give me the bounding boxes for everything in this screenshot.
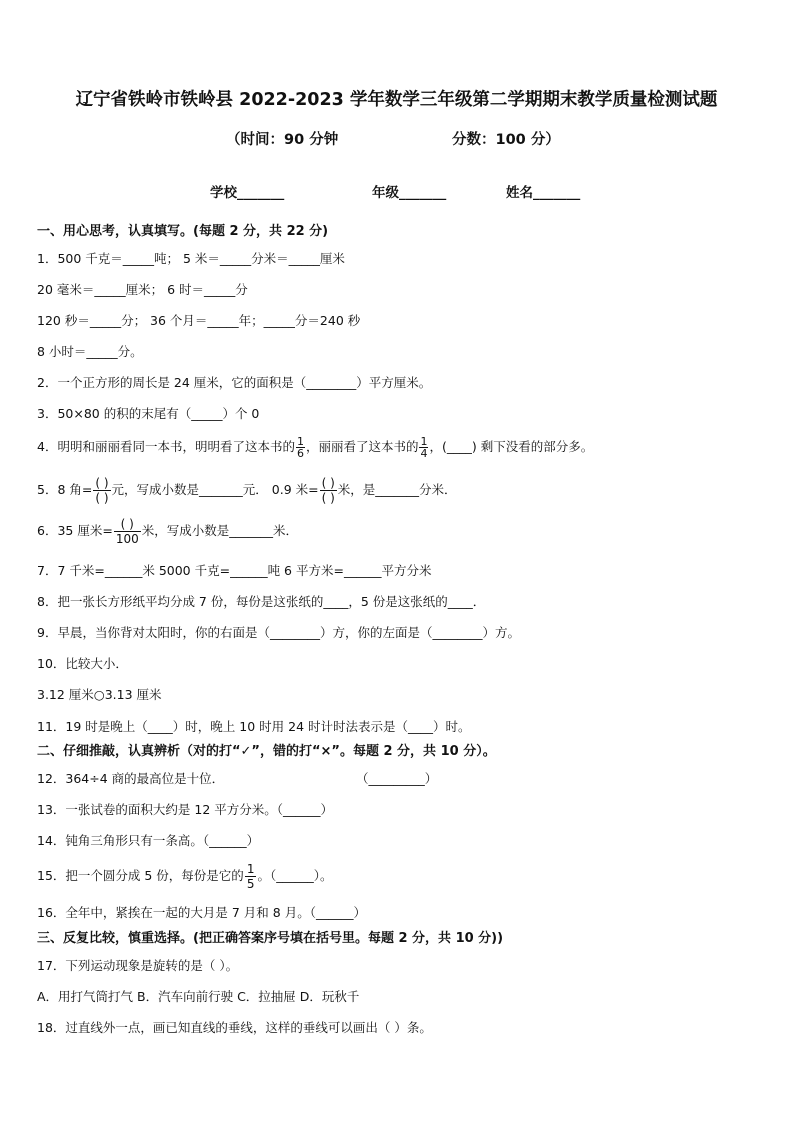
name-field: 姓名_______ (506, 185, 581, 201)
q6-text-a: 6．35 厘米= (37, 523, 113, 538)
question-16: 16．全年中，紧挨在一起的大月是 7 月和 8 月。（______） (37, 905, 366, 920)
q4-frac1-num: 1 (296, 435, 304, 448)
question-12: 12．364÷4 商的最高位是十位． (37, 771, 225, 786)
q15-text-b: 。（______）。 (257, 868, 333, 883)
q4-frac2-den: 4 (420, 447, 428, 460)
q6-frac-den: 100 (115, 532, 139, 546)
exam-score: 分数：100 分） (452, 132, 560, 148)
question-1c: 120 秒＝_____分； 36 个月＝_____年；_____分＝240 秒 (37, 313, 361, 328)
question-3: 3．50×80 的积的末尾有（_____）个 0 (37, 406, 260, 421)
school-field: 学校_______ (210, 185, 285, 201)
q4-fraction-1 (296, 436, 305, 459)
q5-frac1-num: ( ) (95, 476, 109, 490)
question-17: 17．下列运动现象是旋转的是（ ）。 (37, 958, 239, 973)
section-1-heading: 一、用心思考，认真填写。(每题 2 分，共 22 分) (37, 224, 329, 239)
question-4 (37, 436, 593, 459)
q4-frac2-num: 1 (420, 435, 428, 448)
question-6 (37, 518, 298, 545)
question-1d: 8 小时＝_____分。 (37, 344, 143, 359)
q6-fraction (114, 518, 141, 545)
question-10: 10．比较大小． (37, 656, 128, 671)
question-17-options: A．用打气筒打气 B．汽车向前行驶 C．拉抽屉 D．玩秋千 (37, 989, 360, 1004)
q4-text-b: ，丽丽看了这本书的 (305, 439, 419, 454)
q5-fraction-1 (93, 477, 110, 504)
question-15 (37, 863, 332, 890)
question-10-compare: 3.12 厘米○3.13 厘米 (37, 687, 162, 702)
question-13: 13．一张试卷的面积大约是 12 平方分米。（______） (37, 802, 334, 817)
q4-text-a: 4．明明和丽丽看同一本书，明明看了这本书的 (37, 439, 295, 454)
q4-frac1-den: 6 (296, 447, 304, 460)
q6-frac-num: ( ) (114, 518, 141, 532)
question-1a: 1．500 千克＝_____吨； 5 米＝_____分米＝_____厘米 (37, 251, 345, 266)
question-1b: 20 毫米＝_____厘米； 6 时＝_____分 (37, 282, 248, 297)
section-3-heading: 三、反复比较，慎重选择。(把正确答案序号填在括号里。每题 2 分，共 10 分)) (37, 931, 504, 946)
q15-text-a: 15．把一个圆分成 5 份，每份是它的 (37, 868, 244, 883)
q4-text-c: ，(____) 剩下没看的部分多。 (429, 439, 594, 454)
grade-field: 年级_______ (372, 185, 447, 201)
q15-fraction (245, 863, 257, 890)
q5-text-a: 5．8 角= (37, 482, 93, 497)
q5-text-b: 元，写成小数是_______元． 0.9 米= (111, 482, 319, 497)
q5-frac2-num: ( ) (321, 476, 335, 490)
question-2: 2．一个正方形的周长是 24 厘米，它的面积是（________）平方厘米。 (37, 375, 432, 390)
q5-frac2-den: ( ) (321, 491, 335, 505)
question-9: 9．早晨，当你背对太阳时，你的右面是（________）方，你的左面是（________）方。 (37, 625, 520, 640)
question-5 (37, 477, 457, 504)
question-14: 14．钝角三角形只有一条高。（______） (37, 833, 260, 848)
exam-title: 辽宁省铁岭市铁岭县 2022-2023 学年数学三年级第二学期期末教学质量检测试题 (75, 90, 718, 110)
q15-frac-num: 1 (246, 862, 255, 876)
q5-text-c: 米，是_______分米． (337, 482, 457, 497)
q5-frac1-den: ( ) (95, 491, 109, 505)
question-18: 18．过直线外一点，画已知直线的垂线，这样的垂线可以画出（ ）条。 (37, 1020, 432, 1035)
q15-frac-den: 5 (246, 877, 255, 891)
question-7: 7．7 千米=______米 5000 千克=______吨 6 平方米=______平方分米 (37, 563, 432, 578)
question-8: 8．把一张长方形纸平均分成 7 份，每份是这张纸的____，5 份是这张纸的____． (37, 594, 486, 609)
q6-text-b: 米，写成小数是_______米． (141, 523, 298, 538)
question-11: 11．19 时是晚上（____）时，晚上 10 时用 24 时计时法表示是（____）时。 (37, 719, 471, 734)
q4-fraction-2 (419, 436, 428, 459)
q5-fraction-2 (320, 477, 337, 504)
question-12-answer: （_________） (356, 771, 438, 786)
exam-time: （时间：90 分钟 (226, 132, 339, 148)
section-2-heading: 二、仔细推敲，认真辨析（对的打“✓”，错的打“×”。每题 2 分，共 10 分）。 (37, 744, 496, 759)
